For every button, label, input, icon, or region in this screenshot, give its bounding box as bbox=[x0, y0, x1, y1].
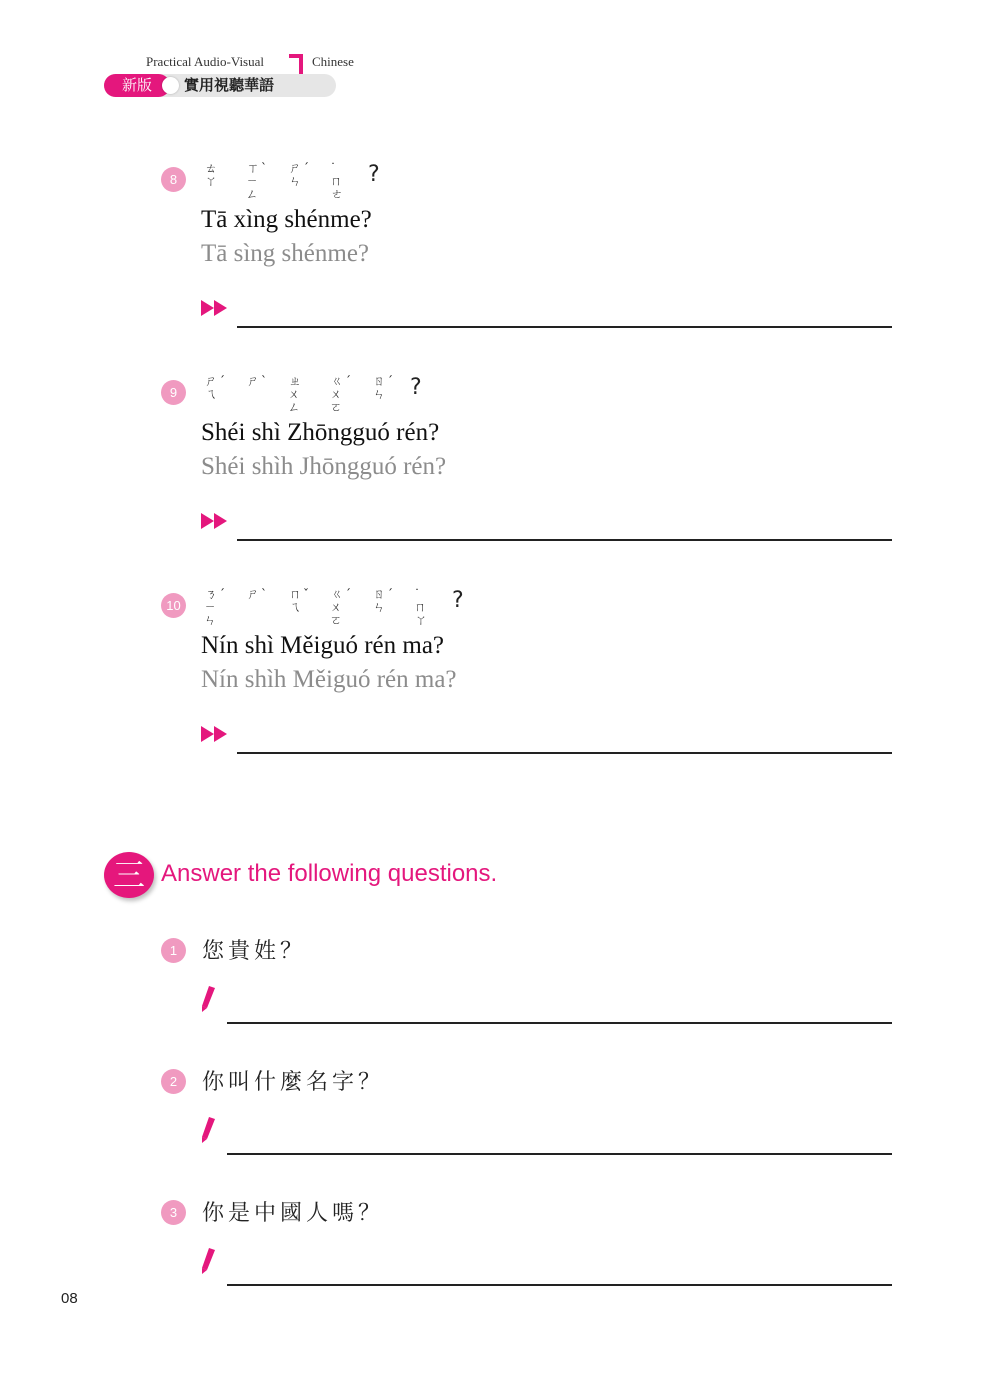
section-title: Answer the following questions. bbox=[161, 860, 498, 887]
page-number: 08 bbox=[61, 1290, 78, 1307]
question-number-badge: 2 bbox=[161, 1069, 186, 1094]
zhuyin-line bbox=[204, 375, 422, 414]
zhuyin-syllable: ㄕ ㄣ ˊ bbox=[288, 161, 309, 188]
section-number-icon: 三 bbox=[104, 852, 154, 898]
book-title-en-right: Chinese bbox=[312, 54, 354, 69]
zhuyin-syllable: ㄋ ㄧ ㄣ ˊ bbox=[204, 587, 225, 627]
zhuyin-syllable: ˙ㄇ ㄚ bbox=[414, 587, 427, 627]
tongyong-pinyin-text: Tā sìng shénme? bbox=[201, 240, 370, 267]
fast-forward-icon bbox=[201, 726, 229, 742]
zhuyin-syllable: ㄇ ㄟ ˇ bbox=[288, 587, 309, 614]
zhuyin-syllable: ㄕ ˋ bbox=[246, 374, 267, 388]
question-text: 你叫什麼名字？ bbox=[202, 1070, 385, 1095]
answer-line[interactable] bbox=[237, 752, 892, 754]
question-number-badge: 3 bbox=[161, 1200, 186, 1225]
question-text: 你是中國人嗎？ bbox=[202, 1201, 385, 1226]
question-text: 您貴姓？ bbox=[202, 939, 307, 964]
answer-line[interactable] bbox=[237, 326, 892, 328]
fast-forward-icon bbox=[201, 300, 229, 316]
item-number-badge: 8 bbox=[161, 167, 186, 192]
tongyong-pinyin-text: Nín shìh Měiguó rén ma? bbox=[201, 666, 457, 693]
question-number-badge: 1 bbox=[161, 938, 186, 963]
zhuyin-syllable: ㄓ ㄨ ㄥ bbox=[288, 374, 301, 414]
answer-line[interactable] bbox=[227, 1153, 892, 1155]
pencil-icon bbox=[200, 1117, 216, 1143]
item-number-badge: 9 bbox=[161, 380, 186, 405]
tongyong-pinyin-text: Shéi shìh Jhōngguó rén? bbox=[201, 453, 447, 480]
zhuyin-syllable: ˙ㄇ ㄜ bbox=[330, 161, 343, 201]
zhuyin-syllable: ㄍ ㄨ ㄛ ˊ bbox=[330, 374, 351, 414]
book-title-en-left: Practical Audio-Visual bbox=[146, 54, 264, 69]
zhuyin-syllable: ㄕ ˋ bbox=[246, 587, 267, 601]
pencil-icon bbox=[200, 986, 216, 1012]
zhuyin-syllable: ㄒ ㄧ ㄥ ˋ bbox=[246, 161, 267, 201]
header-dot-icon bbox=[162, 77, 179, 94]
question-mark: ? bbox=[452, 588, 464, 613]
pinyin-text: Shéi shì Zhōngguó rén? bbox=[201, 419, 440, 446]
edition-badge: 新版 bbox=[104, 74, 170, 97]
answer-line[interactable] bbox=[227, 1284, 892, 1286]
answer-line[interactable] bbox=[237, 539, 892, 541]
question-mark: ? bbox=[410, 375, 422, 400]
pinyin-text: Tā xìng shénme? bbox=[201, 206, 372, 233]
zhuyin-syllable: ㄖ ㄣ ˊ bbox=[372, 587, 393, 614]
zhuyin-syllable: ㄖ ㄣ ˊ bbox=[372, 374, 393, 401]
zhuyin-syllable: ㄊ ㄚ bbox=[204, 161, 217, 188]
fast-forward-icon bbox=[201, 513, 229, 529]
item-number-badge: 10 bbox=[161, 593, 186, 618]
book-title-cn: 實用視聽華語 bbox=[184, 76, 275, 94]
question-mark: ? bbox=[368, 162, 380, 187]
zhuyin-line bbox=[204, 162, 380, 201]
zhuyin-line bbox=[204, 588, 464, 627]
answer-line[interactable] bbox=[227, 1022, 892, 1024]
pinyin-text: Nín shì Měiguó rén ma? bbox=[201, 632, 445, 659]
pencil-icon bbox=[200, 1248, 216, 1274]
book-header bbox=[104, 52, 354, 102]
zhuyin-syllable: ㄍ ㄨ ㄛ ˊ bbox=[330, 587, 351, 627]
zhuyin-syllable: ㄕ ㄟ ˊ bbox=[204, 374, 225, 401]
